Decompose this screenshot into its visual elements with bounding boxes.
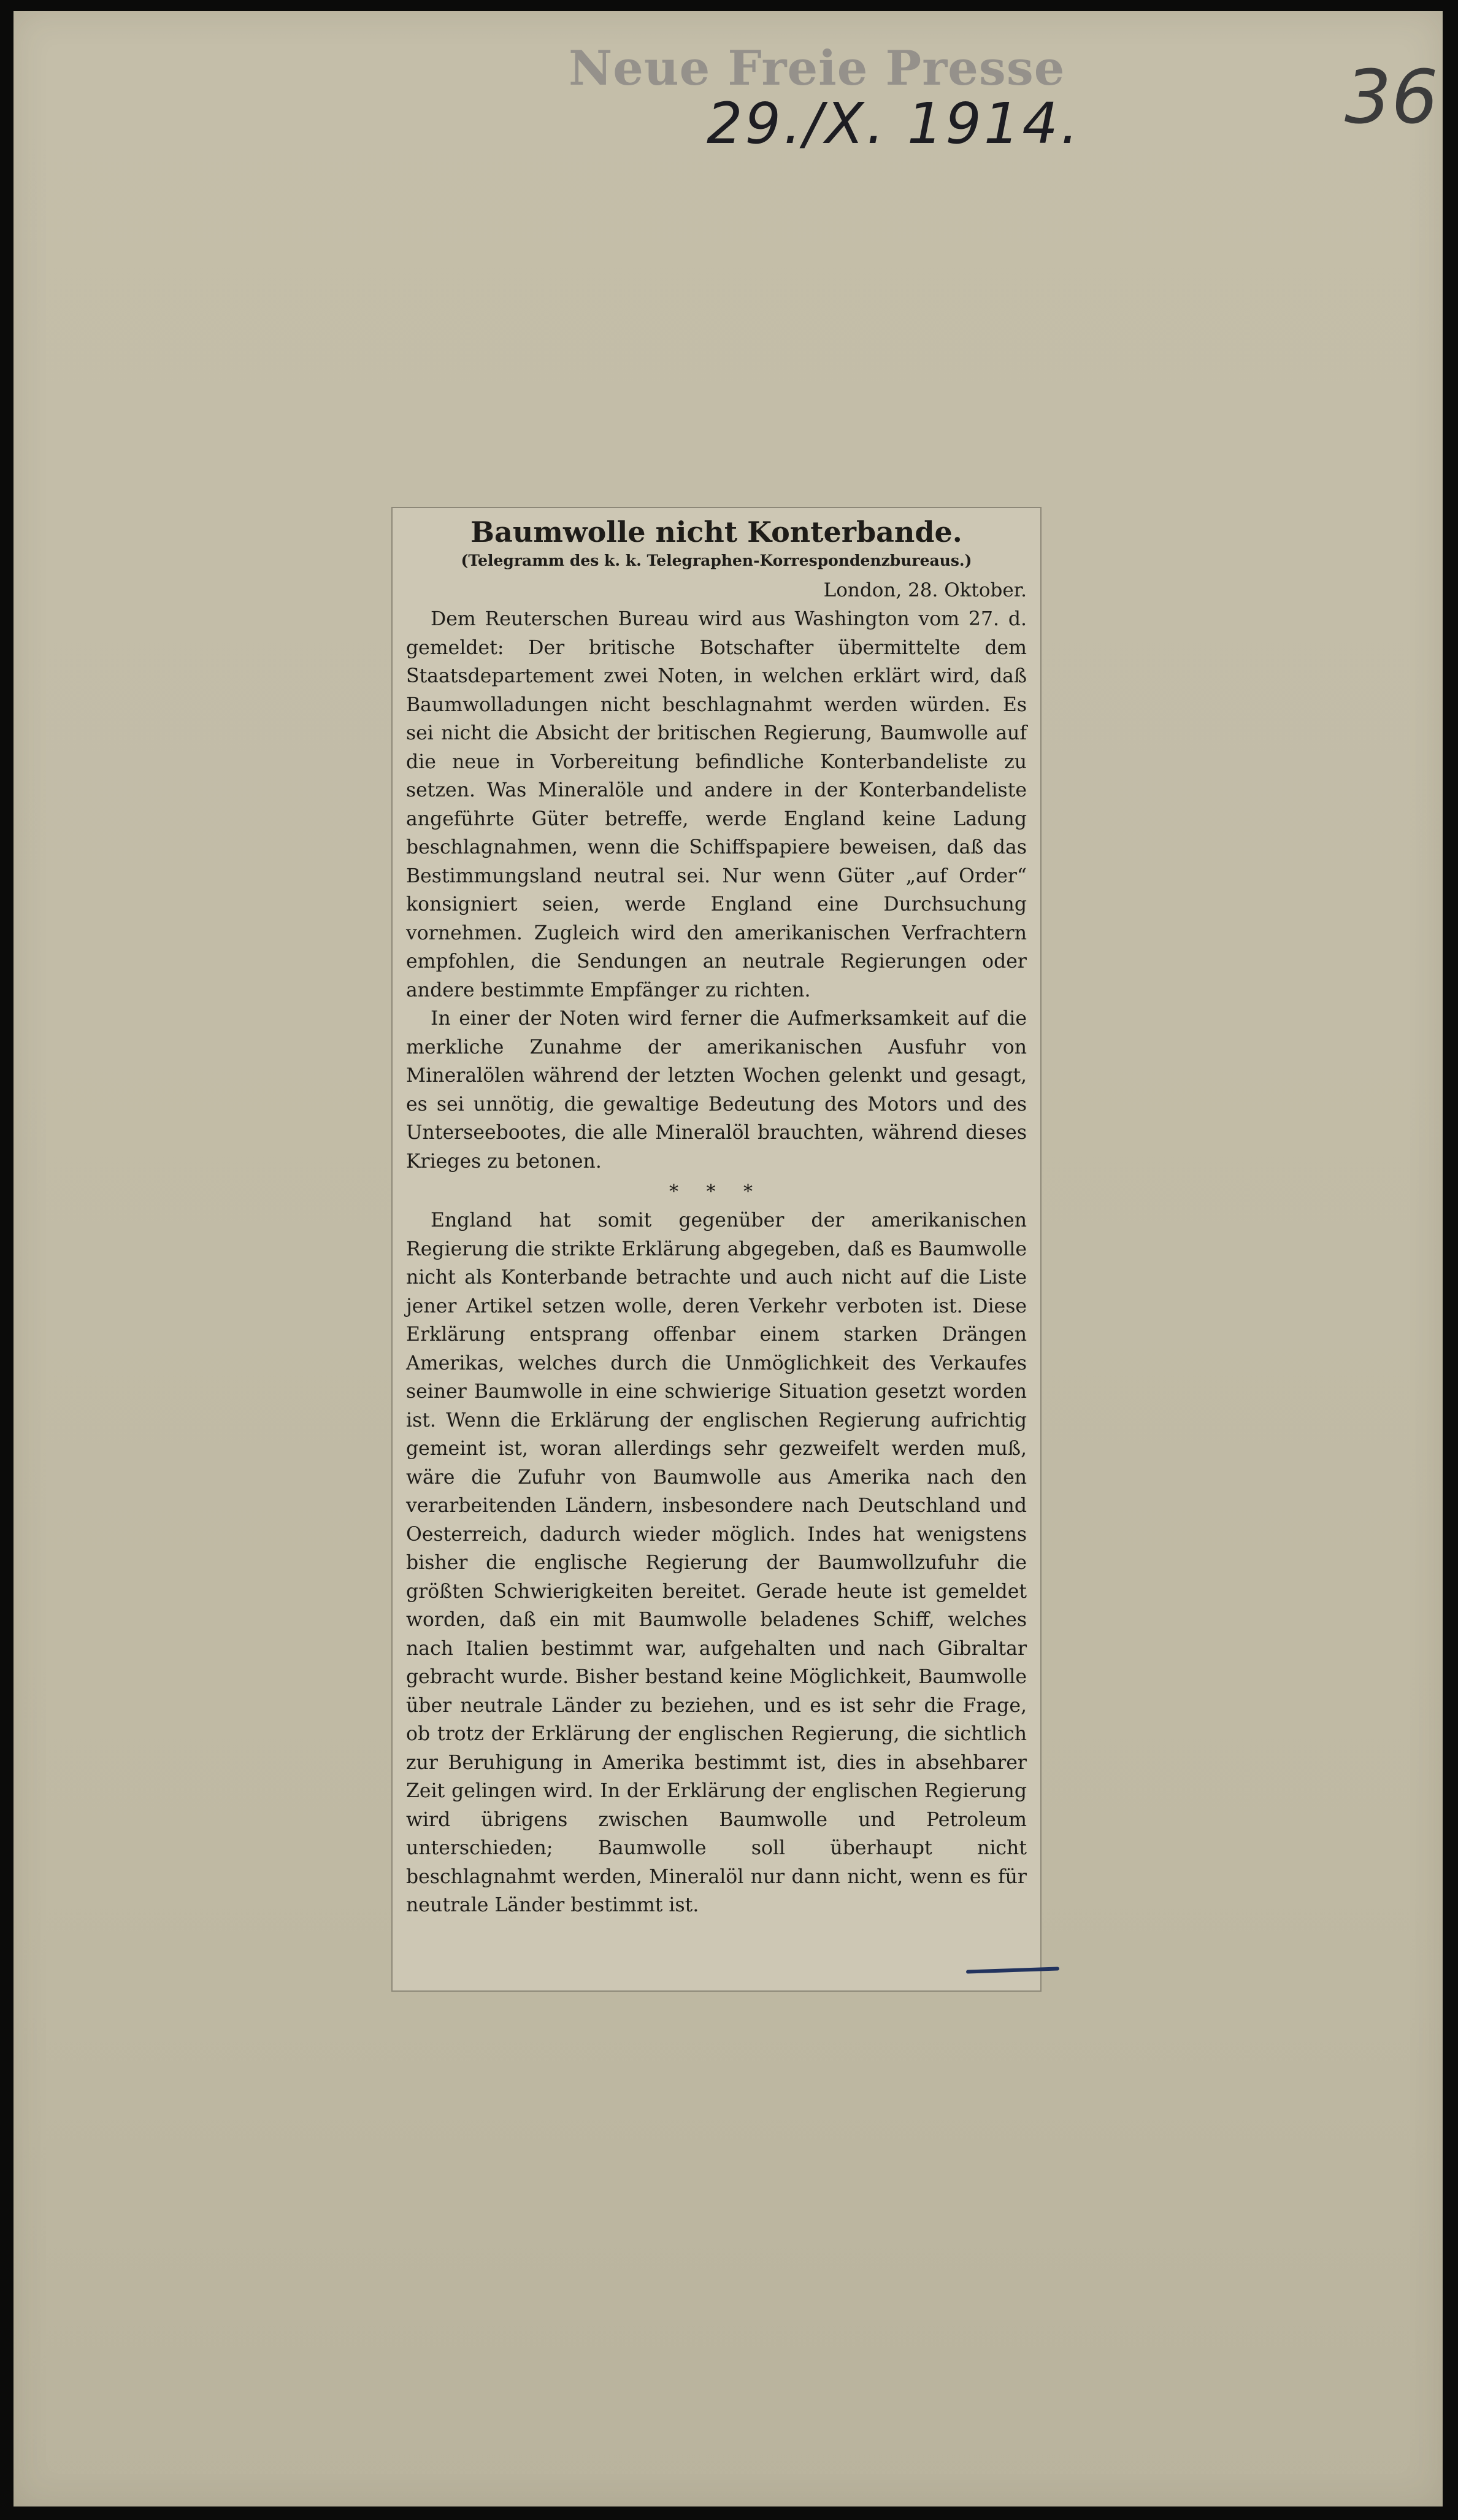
- newspaper-clipping: [391, 507, 1042, 1992]
- section-separator: * * *: [669, 1181, 764, 1203]
- handwritten-date: 29./X. 1914.: [707, 91, 1081, 156]
- article-dateline: London, 28. Oktober.: [823, 579, 1027, 601]
- article-subhead: (Telegramm des k. k. Telegraphen-Korrespondenzbureaus.): [461, 552, 972, 569]
- article-paragraph: Dem Reuterschen Bureau wird aus Washington vom 27. d. gemeldet: Der britische Botschafter übermittelte dem Staatsdepartement zwei Noten, in welchen erklärt wird, daß Baumwolladungen nicht beschlagnahmt werden würden. Es sei nicht die Absicht der britischen Regierung, Baumwolle auf die neue in Vorbereitung befindliche Konterbandeliste zu setzen. Was Mineralöle und andere in der Konterbandeliste angeführte Güter betreffe, werde England keine Ladung beschlagnahmen, wenn die Schiffspapiere beweisen, daß das Bestimmungsland neutral sei. Nur wenn Güter „auf Order“ konsigniert seien, werde England eine Durchsuchung vornehmen. Zugleich wird den amerikanischen Verfrachtern empfohlen, die Sendungen an neutrale Regierungen oder andere bestimmte Empfänger zu richten.: [406, 608, 1027, 1001]
- article-headline: Baumwolle nicht Konterbande.: [470, 515, 962, 549]
- newspaper-stamp: Neue Freie Presse: [569, 40, 1065, 96]
- article-paragraph: England hat somit gegenüber der amerikanischen Regierung die strikte Erklärung abgegeben, daß es Baumwolle nicht als Konterbande betrachte und auch nicht auf die Liste jener Artikel setzen wolle, deren Verkehr verboten ist. Diese Erklärung entsprang offenbar einem starken Drängen Amerikas, welches durch die Unmöglichkeit des Verkaufes seiner Baumwolle in eine schwierige Situation gesetzt worden ist. Wenn die Erklärung der englischen Regierung aufrichtig gemeint ist, woran allerdings sehr gezweifelt werden muß, wäre die Zufuhr von Baumwolle aus Amerika nach den verarbeitenden Ländern, insbesondere nach Deutschland und Oesterreich, dadurch wieder möglich. Indes hat wenigstens bisher die englische Regierung der Baumwollzufuhr die größten Schwierigkeiten bereitet. Gerade heute ist gemeldet worden, daß ein mit Baumwolle beladenes Schiff, welches nach Italien bestimmt war, aufgehalten und nach Gibraltar gebracht wurde. Bisher bestand keine Möglichkeit, Baumwolle über neutrale Länder zu beziehen, und es ist sehr die Frage, ob trotz der Erklärung der englischen Regierung, die sichtlich zur Beruhigung in Amerika bestimmt ist, dies in absehbarer Zeit gelingen wird. In der Erklärung der englischen Regierung wird übrigens zwischen Baumwolle und Petroleum unterschieden; Baumwolle soll überhaupt nicht beschlagnahmt werden, Mineralöl nur dann nicht, wenn es für neutrale Länder bestimmt ist.: [406, 1209, 1027, 1916]
- handwritten-page-number: 36: [1345, 55, 1438, 141]
- article-paragraph: In einer der Noten wird ferner die Aufmerksamkeit auf die merkliche Zunahme der amerikanischen Ausfuhr von Mineralölen während der letzten Wochen gelenkt und gesagt, es sei unnötig, die gewaltige Bedeutung des Motors und des Unterseebootes, die alle Mineralöl brauchten, während dieses Krieges zu betonen.: [406, 1008, 1027, 1173]
